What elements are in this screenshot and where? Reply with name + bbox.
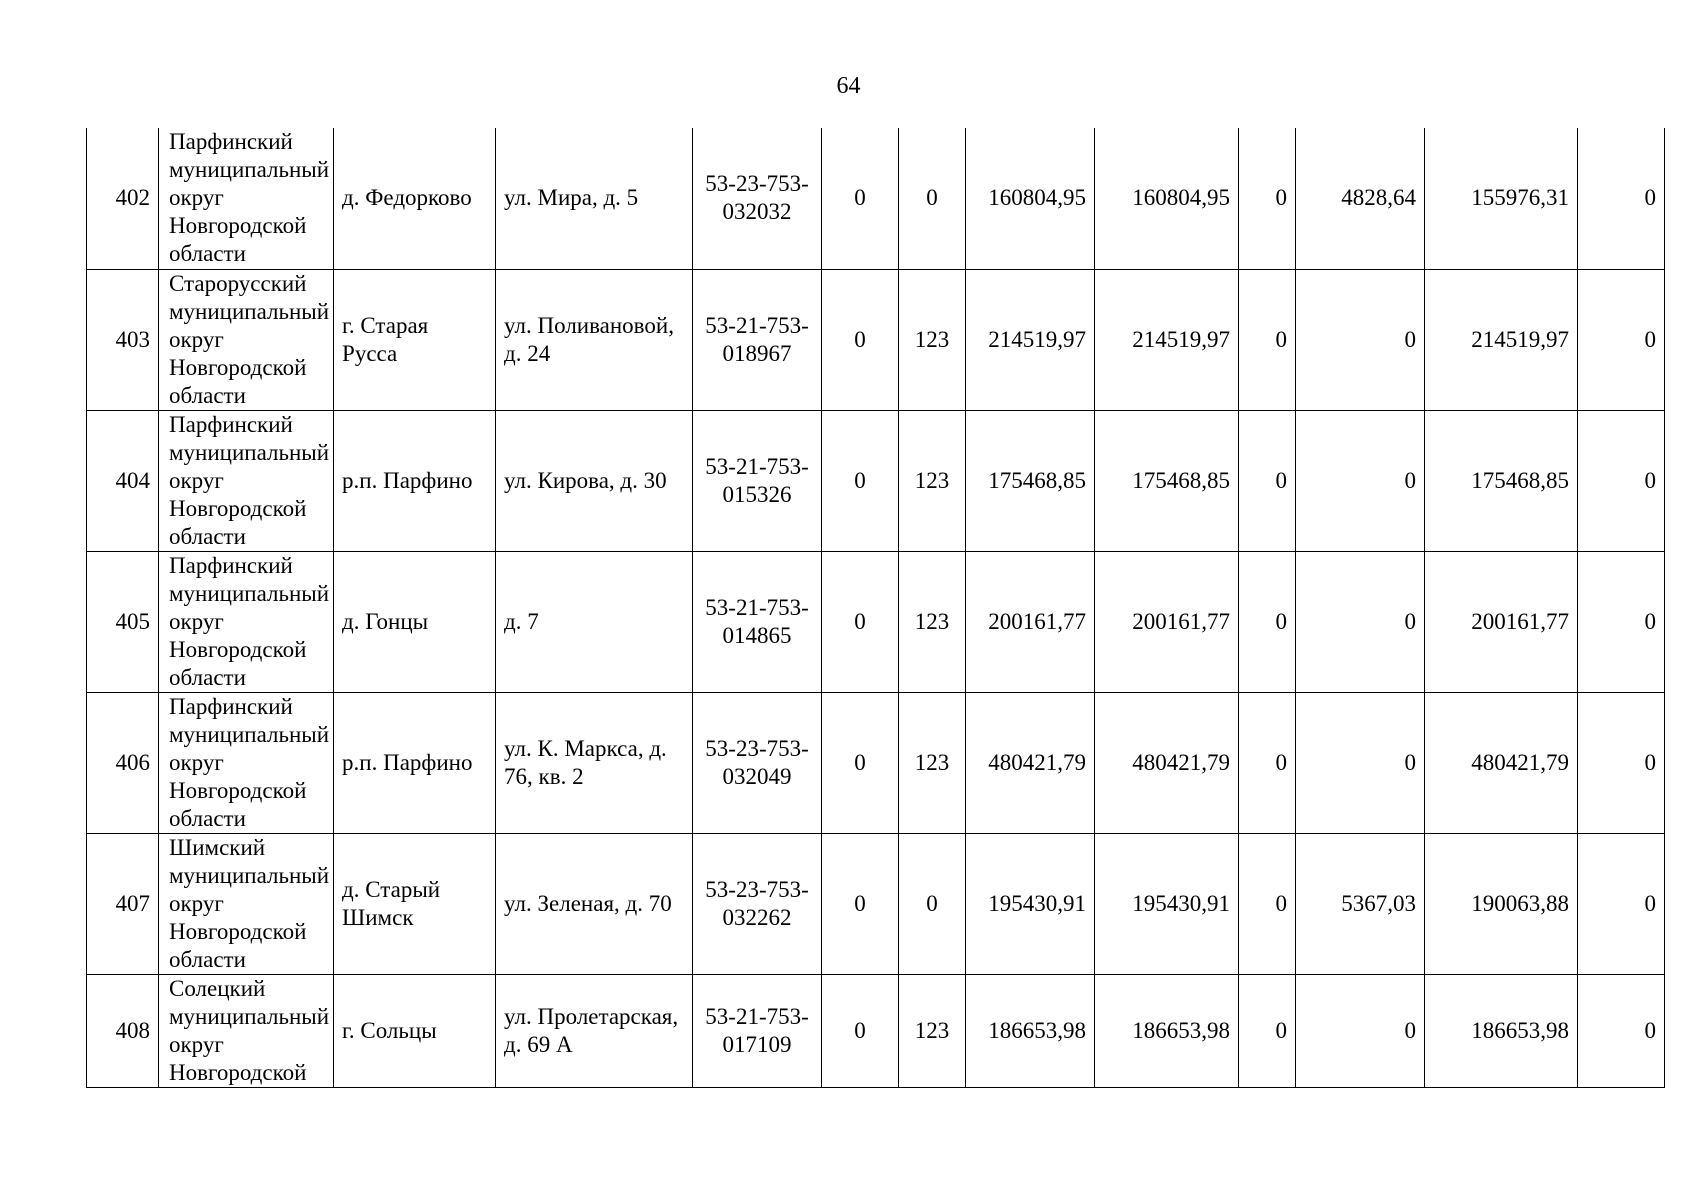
address-cell: ул. Поливановой, д. 24 [496,269,693,410]
value-col-8: 0 [1578,410,1665,551]
value-col-7: 200161,77 [1425,551,1578,692]
value-col-8: 0 [1578,269,1665,410]
value-col-4: 186653,98 [1095,974,1239,1087]
value-col-3: 186653,98 [966,974,1095,1087]
row-index: 405 [87,551,159,692]
value-col-6: 4828,64 [1296,128,1425,269]
table-row [87,692,1665,833]
value-col-5: 0 [1239,974,1296,1087]
district-cell: Старорусский муниципальный округ Новгородской области [159,269,334,410]
value-col-4: 214519,97 [1095,269,1239,410]
value-col-6: 5367,03 [1296,833,1425,974]
table-row [87,269,1665,410]
value-col-8: 0 [1578,974,1665,1087]
value-col-1: 0 [822,551,899,692]
value-col-4: 175468,85 [1095,410,1239,551]
value-col-3: 480421,79 [966,692,1095,833]
settlement-cell: д. Федорково [334,128,496,269]
district-cell: Парфинский муниципальный округ Новгородской области [159,551,334,692]
value-col-2: 123 [899,410,966,551]
district-cell: Шимский муниципальный округ Новгородской области [159,833,334,974]
code-cell: 53-23-753-032049 [693,692,822,833]
settlement-cell: д. Гонцы [334,551,496,692]
value-col-8: 0 [1578,128,1665,269]
value-col-2: 123 [899,551,966,692]
value-col-8: 0 [1578,692,1665,833]
value-col-5: 0 [1239,128,1296,269]
value-col-4: 160804,95 [1095,128,1239,269]
value-col-7: 155976,31 [1425,128,1578,269]
value-col-2: 123 [899,692,966,833]
value-col-1: 0 [822,128,899,269]
settlement-cell: г. Старая Русса [334,269,496,410]
value-col-3: 200161,77 [966,551,1095,692]
value-col-7: 190063,88 [1425,833,1578,974]
value-col-3: 214519,97 [966,269,1095,410]
value-col-1: 0 [822,833,899,974]
value-col-2: 123 [899,974,966,1087]
value-col-7: 214519,97 [1425,269,1578,410]
code-cell: 53-21-753-014865 [693,551,822,692]
code-cell: 53-23-753-032262 [693,833,822,974]
table-row [87,974,1665,1087]
value-col-3: 160804,95 [966,128,1095,269]
settlement-cell: р.п. Парфино [334,410,496,551]
value-col-3: 195430,91 [966,833,1095,974]
row-index: 403 [87,269,159,410]
value-col-5: 0 [1239,833,1296,974]
value-col-6: 0 [1296,269,1425,410]
value-col-2: 0 [899,128,966,269]
district-cell: Парфинский муниципальный округ Новгородской области [159,128,334,269]
value-col-5: 0 [1239,269,1296,410]
value-col-6: 0 [1296,410,1425,551]
row-index: 407 [87,833,159,974]
value-col-5: 0 [1239,551,1296,692]
table-body [87,128,1665,1087]
address-cell: ул. Кирова, д. 30 [496,410,693,551]
data-table [86,128,1665,1088]
value-col-7: 175468,85 [1425,410,1578,551]
row-index: 406 [87,692,159,833]
value-col-1: 0 [822,410,899,551]
value-col-1: 0 [822,692,899,833]
value-col-7: 186653,98 [1425,974,1578,1087]
code-cell: 53-23-753-032032 [693,128,822,269]
row-index: 402 [87,128,159,269]
value-col-8: 0 [1578,551,1665,692]
value-col-6: 0 [1296,551,1425,692]
value-col-7: 480421,79 [1425,692,1578,833]
address-cell: ул. Мира, д. 5 [496,128,693,269]
address-cell: ул. Зеленая, д. 70 [496,833,693,974]
value-col-4: 480421,79 [1095,692,1239,833]
value-col-4: 200161,77 [1095,551,1239,692]
code-cell: 53-21-753-015326 [693,410,822,551]
address-cell: ул. К. Маркса, д. 76, кв. 2 [496,692,693,833]
page-number: 64 [836,73,861,99]
district-cell: Солецкий муниципальный округ Новгородской [159,974,334,1087]
value-col-6: 0 [1296,692,1425,833]
address-cell: ул. Пролетарская, д. 69 А [496,974,693,1087]
value-col-2: 123 [899,269,966,410]
table-row [87,551,1665,692]
value-col-8: 0 [1578,833,1665,974]
value-col-4: 195430,91 [1095,833,1239,974]
address-cell: д. 7 [496,551,693,692]
code-cell: 53-21-753-018967 [693,269,822,410]
table-row [87,410,1665,551]
value-col-1: 0 [822,974,899,1087]
table-row [87,128,1665,269]
value-col-1: 0 [822,269,899,410]
value-col-5: 0 [1239,410,1296,551]
settlement-cell: р.п. Парфино [334,692,496,833]
table-row [87,833,1665,974]
settlement-cell: д. Старый Шимск [334,833,496,974]
row-index: 408 [87,974,159,1087]
value-col-3: 175468,85 [966,410,1095,551]
row-index: 404 [87,410,159,551]
district-cell: Парфинский муниципальный округ Новгородской области [159,692,334,833]
code-cell: 53-21-753-017109 [693,974,822,1087]
value-col-5: 0 [1239,692,1296,833]
district-cell: Парфинский муниципальный округ Новгородской области [159,410,334,551]
value-col-6: 0 [1296,974,1425,1087]
settlement-cell: г. Сольцы [334,974,496,1087]
value-col-2: 0 [899,833,966,974]
